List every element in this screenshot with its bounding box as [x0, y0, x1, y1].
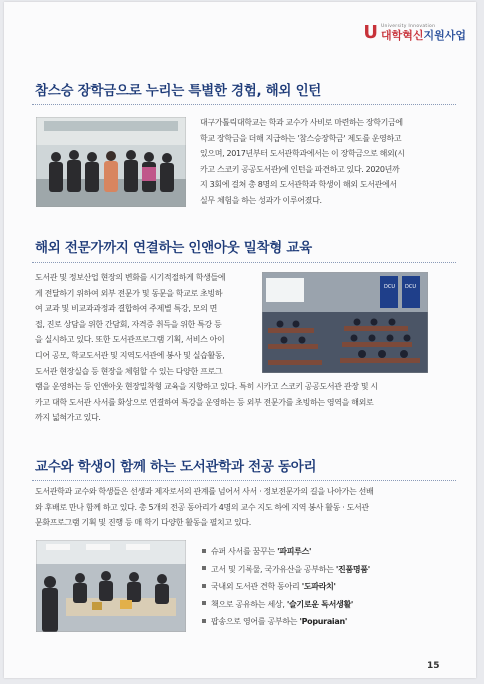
svg-text:DCU: DCU [384, 284, 396, 290]
square-bullet-icon [202, 566, 206, 570]
list-item: 슈퍼 사서를 꿈꾸는 '파피루스' [202, 543, 370, 561]
page-number: 15 [427, 661, 440, 671]
section-2-paragraph-full: 램을 운영하는 등 인앤아웃 현장밀착형 교육을 지향하고 있다. 특히 시카고 스코키 공공도서관 관장 및 시 카고 대학 도서관 사서를 화상으로 연결하여 특강을 운영하는 등 외부 전문가를 초빙하는 영역을 해외로 까지 넓혀가고 있다. [35, 382, 378, 423]
section-1-rule [32, 104, 456, 105]
section-3-title: 교수와 학생이 함께 하는 도서관학과 전공 동아리 [35, 459, 317, 475]
section-2-rule [32, 262, 456, 263]
club-activity-photo [36, 540, 186, 632]
section-2-paragraph-left: 도서관 및 정보산업 현장의 변화를 시기적절하게 학생들에 게 전달하기 위하여 외부 전문가 및 동문을 학교로 초빙하 여 교과 및 비교과과정과 결합하여 주제별 특강, 모의 면 접, 진로 상담을 위한 간담회, 자격증 취득을 위한 특강 등 을 실시하고 있다. 또한 도서관프로그램 기획, 서비스 아이 디어 공모, 학교도서관 및 지역도서관에 봉사 및 실습활동, 도서관 현장실습 등 현장을 체험할 수 있는 다양한 프로그 [35, 273, 226, 376]
square-bullet-icon [202, 601, 206, 605]
section-3-paragraph: 도서관학과 교수와 학생들은 선생과 제자로서의 관계를 넘어서 사서 · 정보전문가의 길을 나아가는 선배 와 후배로 만나 함께 하고 있다. 총 5개의 전공 동아리가 4명의 교수 지도 하에 지역 봉사 활동 · 도서관 문화프로그램 기획 및 진행 등 매 학기 다양한 활동을 펼치고 있다. [35, 487, 374, 528]
section-1-title: 참스승 장학금으로 누리는 특별한 경험, 해외 인턴 [35, 83, 322, 99]
university-innovation-logo [363, 22, 466, 44]
square-bullet-icon [202, 619, 206, 623]
section-2-title: 해외 전문가까지 연결하는 인앤아웃 밀착형 교육 [35, 240, 312, 256]
list-item: 책으로 공유하는 세상, '슬기로운 독서생활' [202, 596, 370, 614]
section-3-rule [32, 480, 456, 481]
list-item: 고서 및 기록물, 국가유산을 공부하는 '진품명품' [202, 561, 370, 579]
lecture-hall-photo [262, 272, 428, 373]
page [4, 2, 476, 678]
club-list [202, 543, 370, 631]
logo-subtitle: University Innovation [380, 23, 436, 29]
intern-group-photo [36, 117, 186, 207]
logo-title: 대학혁신지원사업 [380, 29, 466, 43]
section-1-paragraph: 대구가톨릭대학교는 학과 교수가 사비로 마련하는 장학기금에 학교 장학금을 더해 지급하는 '참스승장학금' 제도를 운영하고 있으며, 2017년부터 도서관학과에서는 이 장학금으로 해외(시 카고 스코키 공공도서관)에 인턴을 파견하고 있다. 2020년까 지 3회에 걸쳐 총 8명의 도서관학과 학생이 해외 도서관에서 실무 체험을 하는 성과가 이루어졌다. [200, 118, 405, 205]
square-bullet-icon [202, 584, 206, 588]
svg-text:DCU: DCU [405, 284, 417, 290]
square-bullet-icon [202, 549, 206, 553]
list-item: 팝송으로 영어를 공부하는 'Popuraian' [202, 613, 370, 631]
list-item: 국내외 도서관 견학 동아리 '도파라치' [202, 578, 370, 596]
logo-u-mark: U [363, 22, 378, 43]
